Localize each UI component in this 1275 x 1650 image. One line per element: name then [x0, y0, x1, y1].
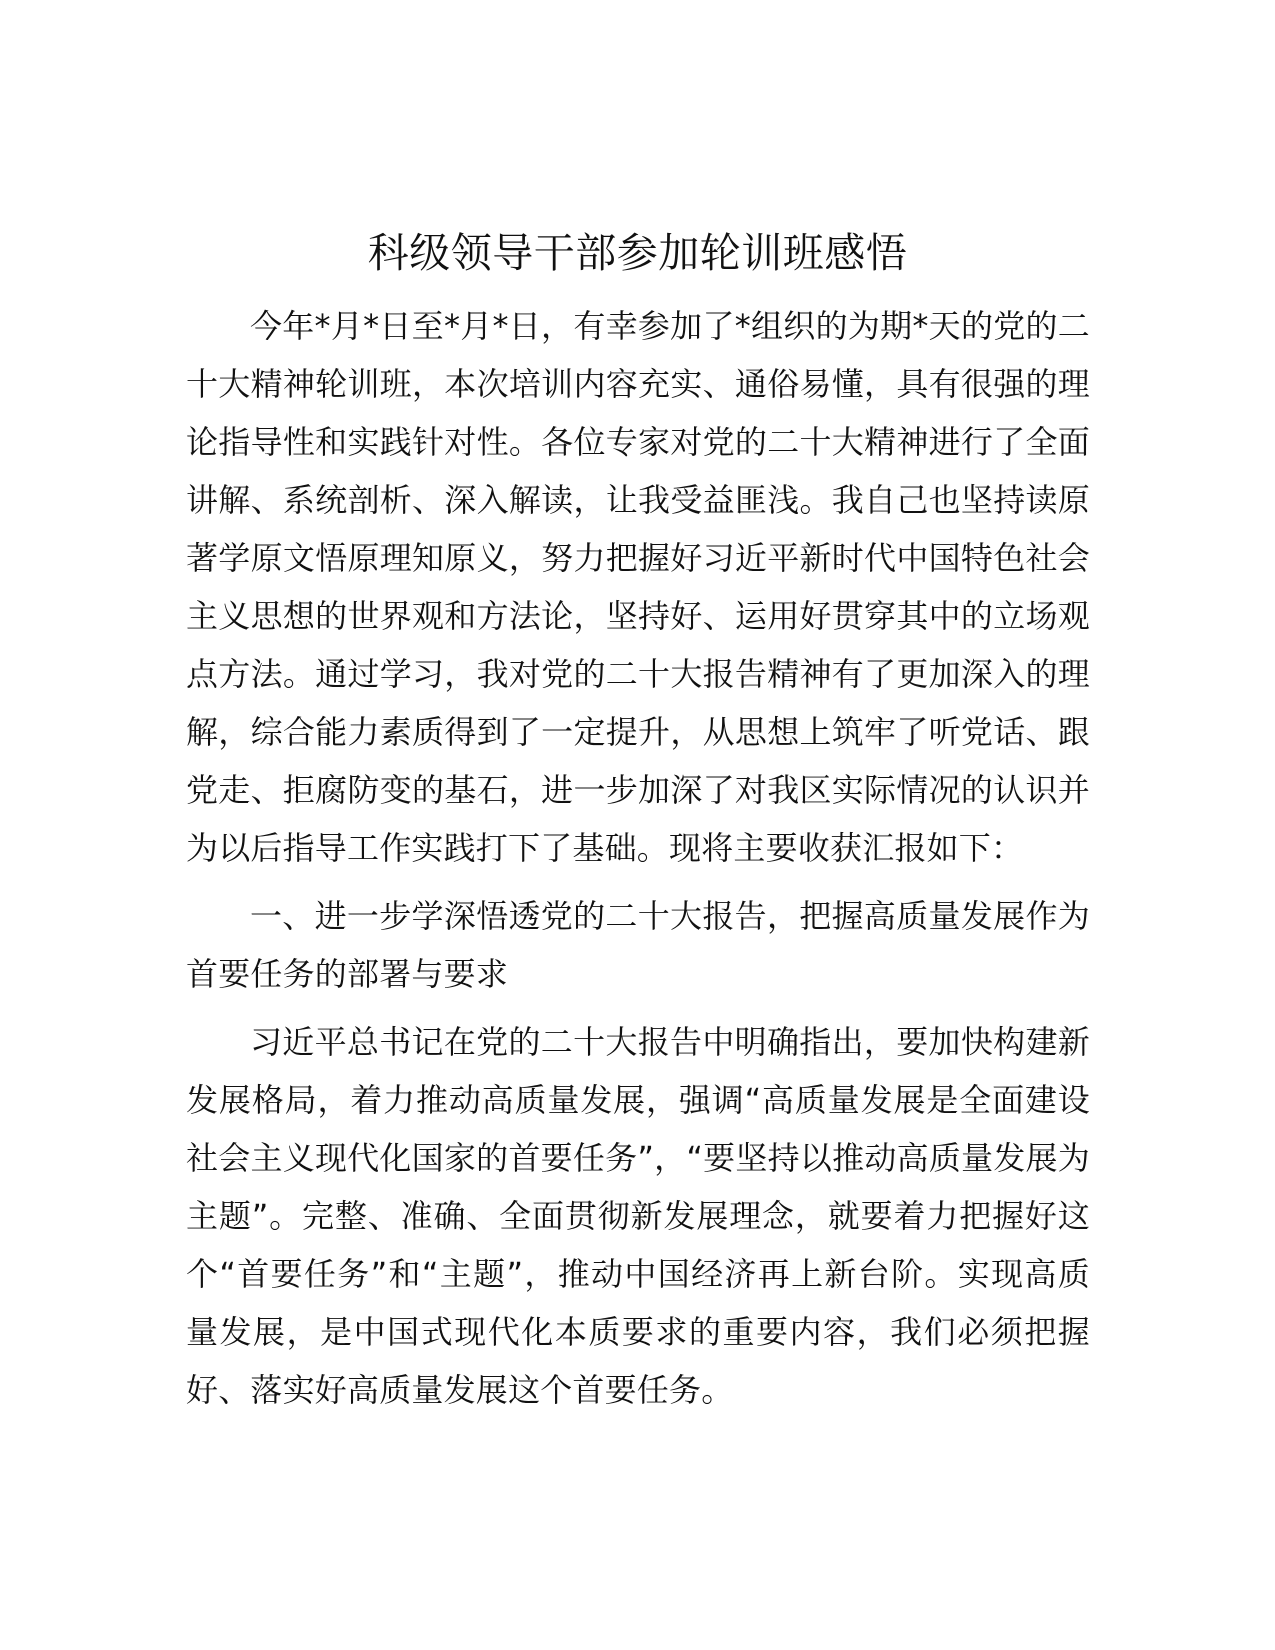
- document-body: [186, 297, 1090, 1419]
- section-heading-1: 一、进一步学深悟透党的二十大报告，把握高质量发展作为首要任务的部署与要求: [186, 897, 1090, 993]
- paragraph-intro: 今年*月*日至*月*日，有幸参加了*组织的为期*天的党的二十大精神轮训班，本次培训内容充实、通俗易懂，具有很强的理论指导性和实践针对性。各位专家对党的二十大精神进行了全面讲解、系统剖析、深入解读，让我受益匪浅。我自己也坚持读原著学原文悟原理知原义，努力把握好习近平新时代中国特色社会主义思想的世界观和方法论，坚持好、运用好贯穿其中的立场观点方法。通过学习，我对党的二十大报告精神有了更加深入的理解，综合能力素质得到了一定提升，从思想上筑牢了听党话、跟党走、拒腐防变的基石，进一步加深了对我区实际情况的认识并为以后指导工作实践打下了基础。现将主要收获汇报如下：: [186, 307, 1090, 867]
- paragraph-section-1: 习近平总书记在党的二十大报告中明确指出，要加快构建新发展格局，着力推动高质量发展，强调“高质量发展是全面建设社会主义现代化国家的首要任务”，“要坚持以推动高质量发展为主题”。完整、准确、全面贯彻新发展理念，就要着力把握好这个“首要任务”和“主题”，推动中国经济再上新台阶。实现高质量发展，是中国式现代化本质要求的重要内容，我们必须把握好、落实好高质量发展这个首要任务。: [186, 1023, 1090, 1409]
- document-title: 科级领导干部参加轮训班感悟: [367, 229, 908, 277]
